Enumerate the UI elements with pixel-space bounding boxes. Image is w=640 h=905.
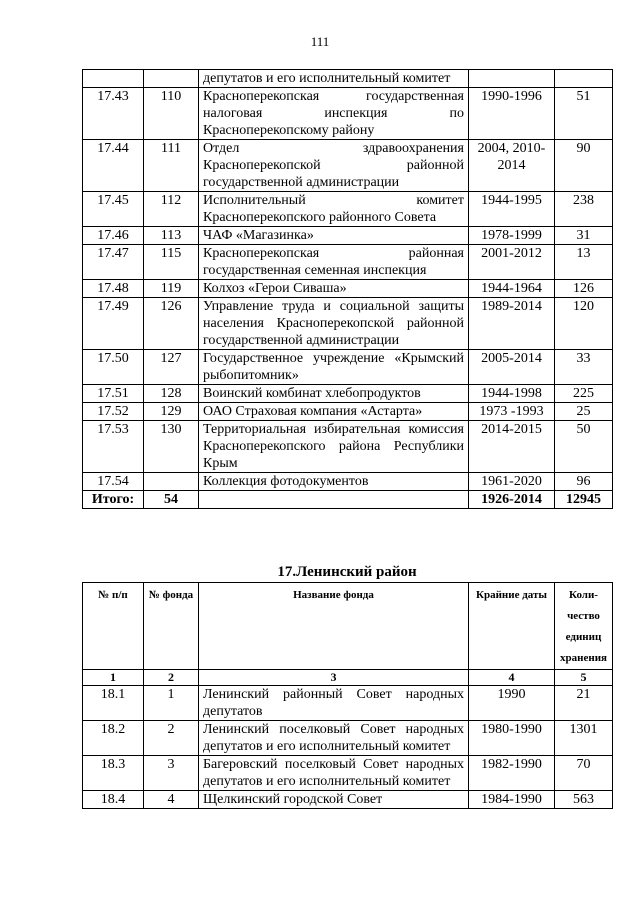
header-name: Название фонда	[199, 583, 469, 670]
cell-name: ЧАФ «Магазинка»	[199, 227, 469, 245]
column-number: 1	[83, 670, 144, 686]
total-label: Итого:	[83, 491, 144, 509]
cell-fond: 128	[144, 385, 199, 403]
cell-units: 238	[555, 192, 613, 227]
cell-units: 120	[555, 298, 613, 350]
cell-name: Красноперекопская государственная налоговая инспекция по Красноперекопскому району	[199, 88, 469, 140]
cell-units: 21	[555, 686, 613, 721]
cell-num: 18.4	[83, 791, 144, 809]
header-row	[83, 583, 613, 670]
cell-num: 17.45	[83, 192, 144, 227]
cell-fond: 129	[144, 403, 199, 421]
cell-dates: 1973 -1993	[469, 403, 555, 421]
cell-name: Багеровский поселковый Совет народных депутатов и его исполнительный комитет	[199, 756, 469, 791]
cell-dates: 1984-1990	[469, 791, 555, 809]
cell-fond: 113	[144, 227, 199, 245]
cell-units: 50	[555, 421, 613, 473]
cell-num: 18.2	[83, 721, 144, 756]
cell-dates: 2005-2014	[469, 350, 555, 385]
cell-num: 17.51	[83, 385, 144, 403]
total-fond: 54	[144, 491, 199, 509]
cell-num: 17.46	[83, 227, 144, 245]
page-number: 111	[310, 34, 330, 49]
cell-name: Управление труда и социальной защиты населения Красноперекопской районной государственной администрации	[199, 298, 469, 350]
table-row	[83, 421, 613, 473]
column-number-row	[83, 670, 613, 686]
table-row	[83, 686, 613, 721]
column-number: 5	[555, 670, 613, 686]
cell-units: 51	[555, 88, 613, 140]
table-row	[83, 385, 613, 403]
total-dates: 1926-2014	[469, 491, 555, 509]
cell-dates: 1990	[469, 686, 555, 721]
header-fond: № фонда	[144, 583, 199, 670]
table-row	[83, 70, 613, 88]
cell-name: Ленинский поселковый Совет народных депутатов и его исполнительный комитет	[199, 721, 469, 756]
cell-fond	[144, 70, 199, 88]
cell-units: 1301	[555, 721, 613, 756]
cell-dates: 1944-1964	[469, 280, 555, 298]
cell-units: 33	[555, 350, 613, 385]
cell-fond: 110	[144, 88, 199, 140]
table-row	[83, 791, 613, 809]
cell-name: Исполнительный комитет Красноперекопского районного Совета	[199, 192, 469, 227]
cell-dates	[469, 70, 555, 88]
table-row	[83, 280, 613, 298]
table-row	[83, 473, 613, 491]
cell-num: 18.1	[83, 686, 144, 721]
cell-dates: 1961-2020	[469, 473, 555, 491]
header-num: № п/п	[83, 583, 144, 670]
header-dates: Крайние даты	[469, 583, 555, 670]
cell-num: 17.49	[83, 298, 144, 350]
cell-fond: 126	[144, 298, 199, 350]
table-row	[83, 227, 613, 245]
cell-name: Красноперекопская районная государственная семенная инспекция	[199, 245, 469, 280]
cell-name: Щелкинский городской Совет	[199, 791, 469, 809]
cell-name: ОАО Страховая компания «Астарта»	[199, 403, 469, 421]
table-row	[83, 245, 613, 280]
cell-dates: 2004, 2010-2014	[469, 140, 555, 192]
cell-fond: 1	[144, 686, 199, 721]
cell-name: Колхоз «Герои Сиваша»	[199, 280, 469, 298]
table-row	[83, 298, 613, 350]
cell-num: 17.52	[83, 403, 144, 421]
cell-name: Государственное учреждение «Крымский рыбопитомник»	[199, 350, 469, 385]
cell-fond: 4	[144, 791, 199, 809]
table-row	[83, 721, 613, 756]
cell-fond: 112	[144, 192, 199, 227]
table-row	[83, 140, 613, 192]
cell-dates: 1944-1995	[469, 192, 555, 227]
cell-units: 563	[555, 791, 613, 809]
table-row	[83, 192, 613, 227]
cell-name: депутатов и его исполнительный комитет	[199, 70, 469, 88]
table-row	[83, 403, 613, 421]
cell-dates: 1980-1990	[469, 721, 555, 756]
bottom-fonds-table	[82, 582, 613, 809]
cell-fond: 127	[144, 350, 199, 385]
cell-num: 17.44	[83, 140, 144, 192]
cell-fond: 130	[144, 421, 199, 473]
cell-units: 90	[555, 140, 613, 192]
cell-units	[555, 70, 613, 88]
header-units: Коли-чество единиц хранения	[555, 583, 613, 670]
table-row	[83, 756, 613, 791]
cell-num: 17.43	[83, 88, 144, 140]
cell-name: Отдел здравоохранения Красноперекопской районной государственной администрации	[199, 140, 469, 192]
cell-dates: 1978-1999	[469, 227, 555, 245]
cell-name: Ленинский районный Совет народных депутатов	[199, 686, 469, 721]
cell-units: 225	[555, 385, 613, 403]
cell-num	[83, 70, 144, 88]
top-fonds-table	[82, 69, 613, 509]
cell-units: 96	[555, 473, 613, 491]
cell-num: 17.47	[83, 245, 144, 280]
cell-fond: 111	[144, 140, 199, 192]
table-row	[83, 88, 613, 140]
cell-num: 17.54	[83, 473, 144, 491]
column-number: 4	[469, 670, 555, 686]
cell-num: 18.3	[83, 756, 144, 791]
cell-units: 25	[555, 403, 613, 421]
cell-name: Воинский комбинат хлебопродуктов	[199, 385, 469, 403]
column-number: 3	[199, 670, 469, 686]
cell-name: Коллекция фотодокументов	[199, 473, 469, 491]
cell-num: 17.50	[83, 350, 144, 385]
total-row	[83, 491, 613, 509]
cell-dates: 1990-1996	[469, 88, 555, 140]
total-units: 12945	[555, 491, 613, 509]
cell-num: 17.53	[83, 421, 144, 473]
cell-fond: 115	[144, 245, 199, 280]
cell-dates: 2001-2012	[469, 245, 555, 280]
cell-num: 17.48	[83, 280, 144, 298]
total-name	[199, 491, 469, 509]
column-number: 2	[144, 670, 199, 686]
cell-fond: 2	[144, 721, 199, 756]
cell-dates: 2014-2015	[469, 421, 555, 473]
table-row	[83, 350, 613, 385]
cell-name: Территориальная избирательная комиссия Красноперекопского района Республики Крым	[199, 421, 469, 473]
cell-units: 126	[555, 280, 613, 298]
cell-units: 13	[555, 245, 613, 280]
cell-units: 70	[555, 756, 613, 791]
cell-dates: 1944-1998	[469, 385, 555, 403]
cell-units: 31	[555, 227, 613, 245]
cell-dates: 1982-1990	[469, 756, 555, 791]
cell-fond	[144, 473, 199, 491]
cell-fond: 3	[144, 756, 199, 791]
section-title: 17.Ленинский район	[277, 564, 417, 580]
cell-dates: 1989-2014	[469, 298, 555, 350]
cell-fond: 119	[144, 280, 199, 298]
